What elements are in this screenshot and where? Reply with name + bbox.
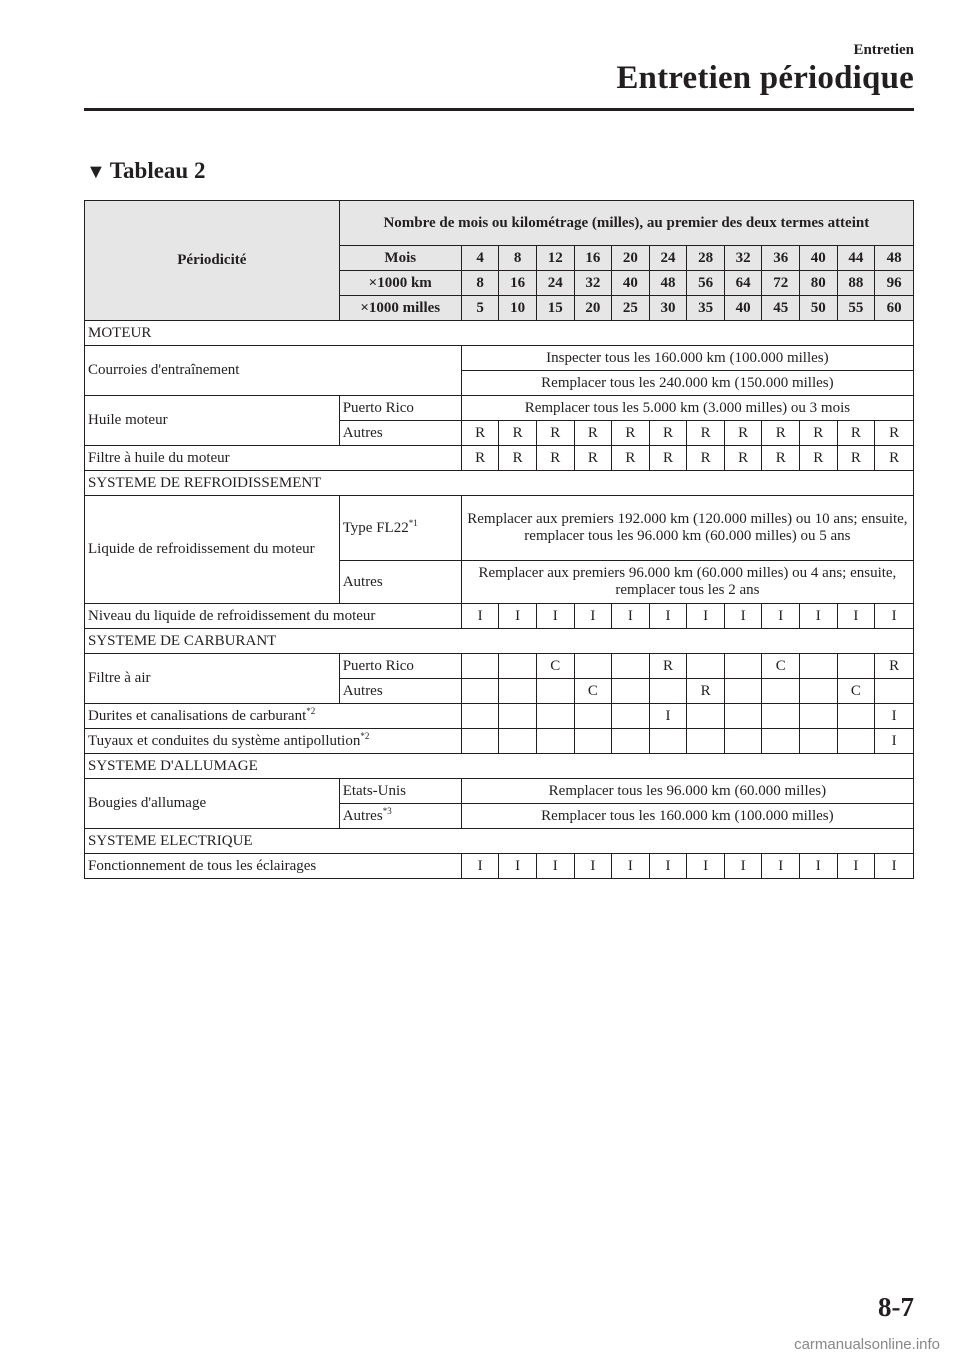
liquide-type-footnote: *1	[408, 517, 418, 528]
km-cell: 56	[687, 271, 725, 296]
mois-cell: 44	[837, 246, 875, 271]
chapter-label: Entretien	[853, 42, 914, 58]
km-cell: 16	[499, 271, 537, 296]
eclairages-cell: I	[800, 854, 838, 879]
tuyaux-cell	[536, 729, 574, 754]
huile-autres-cell: R	[724, 421, 762, 446]
durites-cell	[536, 704, 574, 729]
maintenance-table	[84, 200, 914, 879]
tuyaux-label	[85, 729, 462, 754]
miles-cell: 20	[574, 296, 612, 321]
bougies-autres-footnote: *3	[382, 805, 392, 816]
triangle-down-icon: ▼	[86, 161, 106, 183]
miles-cell: 55	[837, 296, 875, 321]
filtre-air-autres-label: Autres	[339, 679, 461, 704]
km-cell: 88	[837, 271, 875, 296]
filtre-air-autres-cell	[612, 679, 650, 704]
tuyaux-cell	[800, 729, 838, 754]
section-row-allumage: SYSTEME D'ALLUMAGE	[85, 754, 914, 779]
filtre-air-pr-cell	[724, 654, 762, 679]
mois-cell: 20	[612, 246, 650, 271]
durites-cell	[837, 704, 875, 729]
miles-cell: 30	[649, 296, 687, 321]
niveau-cell: I	[612, 604, 650, 629]
km-cell: 80	[800, 271, 838, 296]
huile-autres-cell: R	[837, 421, 875, 446]
tuyaux-cell	[649, 729, 687, 754]
durites-cell: I	[875, 704, 914, 729]
durites-cell	[461, 704, 499, 729]
niveau-cell: I	[499, 604, 537, 629]
filtre-air-pr-cell	[461, 654, 499, 679]
niveau-cell: I	[837, 604, 875, 629]
page-number: 8-7	[878, 1292, 914, 1322]
tuyaux-cell	[762, 729, 800, 754]
filtre-air-pr-cell: R	[875, 654, 914, 679]
filtre-huile-cell: R	[800, 446, 838, 471]
durites-cell	[762, 704, 800, 729]
niveau-cell: I	[875, 604, 914, 629]
eclairages-label: Fonctionnement de tous les éclairages	[85, 854, 462, 879]
mois-cell: 24	[649, 246, 687, 271]
filtre-air-pr-label: Puerto Rico	[339, 654, 461, 679]
durites-text: Durites et canalisations de carburant	[88, 707, 307, 724]
section-title-text: Tableau 2	[109, 158, 206, 183]
courroies-replace: Remplacer tous les 240.000 km (150.000 milles)	[461, 371, 913, 396]
liquide-label: Liquide de refroidissement du moteur	[85, 496, 340, 604]
niveau-cell: I	[762, 604, 800, 629]
huile-autres-cell: R	[800, 421, 838, 446]
filtre-air-pr-cell	[499, 654, 537, 679]
filtre-air-pr-cell: R	[649, 654, 687, 679]
mois-cell: 48	[875, 246, 914, 271]
filtre-air-autres-cell	[461, 679, 499, 704]
huile-autres-cell: R	[574, 421, 612, 446]
eclairages-cell: I	[574, 854, 612, 879]
mois-label: Mois	[339, 246, 461, 271]
liquide-autres-text: Remplacer aux premiers 96.000 km (60.000 milles) ou 4 ans; ensuite, remplacer tous les 2 ans	[461, 561, 913, 604]
filtre-air-pr-cell	[574, 654, 612, 679]
filtre-air-autres-cell: R	[687, 679, 725, 704]
tuyaux-cell	[687, 729, 725, 754]
niveau-cell: I	[536, 604, 574, 629]
filtre-air-autres-cell	[724, 679, 762, 704]
filtre-air-autres-cell	[536, 679, 574, 704]
eclairages-cell: I	[649, 854, 687, 879]
huile-autres-cell: R	[762, 421, 800, 446]
filtre-huile-label: Filtre à huile du moteur	[85, 446, 462, 471]
tuyaux-cell	[724, 729, 762, 754]
filtre-air-pr-cell: C	[762, 654, 800, 679]
huile-autres-cell: R	[687, 421, 725, 446]
km-cell: 8	[461, 271, 499, 296]
liquide-type-text-cell: Remplacer aux premiers 192.000 km (120.000 milles) ou 10 ans; ensuite, remplacer tous les 96.000 km (60.000 milles) ou 5 ans	[461, 496, 913, 561]
liquide-autres-label: Autres	[339, 561, 461, 604]
durites-cell	[499, 704, 537, 729]
eclairages-cell: I	[499, 854, 537, 879]
filtre-huile-cell: R	[536, 446, 574, 471]
km-cell: 96	[875, 271, 914, 296]
courroies-inspect: Inspecter tous les 160.000 km (100.000 milles)	[461, 346, 913, 371]
filtre-air-label: Filtre à air	[85, 654, 340, 704]
durites-label	[85, 704, 462, 729]
footer-watermark: carmanualsonline.info	[794, 1336, 940, 1353]
km-cell: 32	[574, 271, 612, 296]
tuyaux-cell	[612, 729, 650, 754]
bougies-label: Bougies d'allumage	[85, 779, 340, 829]
mois-cell: 12	[536, 246, 574, 271]
interval-heading: Nombre de mois ou kilométrage (milles), au premier des deux termes atteint	[339, 201, 913, 246]
filtre-huile-cell: R	[499, 446, 537, 471]
mois-cell: 4	[461, 246, 499, 271]
filtre-air-autres-cell	[800, 679, 838, 704]
niveau-cell: I	[649, 604, 687, 629]
km-cell: 24	[536, 271, 574, 296]
eclairages-cell: I	[461, 854, 499, 879]
filtre-air-autres-cell	[499, 679, 537, 704]
tuyaux-cell	[574, 729, 612, 754]
miles-label: ×1000 milles	[339, 296, 461, 321]
tuyaux-cell	[837, 729, 875, 754]
durites-footnote: *2	[306, 705, 316, 716]
durites-cell	[687, 704, 725, 729]
eclairages-cell: I	[536, 854, 574, 879]
filtre-huile-cell: R	[875, 446, 914, 471]
filtre-huile-cell: R	[762, 446, 800, 471]
durites-cell	[574, 704, 612, 729]
filtre-air-pr-cell	[800, 654, 838, 679]
liquide-type-text: Type FL22	[342, 519, 409, 536]
huile-autres-label: Autres	[339, 421, 461, 446]
filtre-huile-cell: R	[837, 446, 875, 471]
huile-pr-label: Puerto Rico	[339, 396, 461, 421]
liquide-type-label	[339, 496, 461, 561]
miles-cell: 45	[762, 296, 800, 321]
miles-cell: 35	[687, 296, 725, 321]
filtre-huile-cell: R	[687, 446, 725, 471]
tuyaux-text: Tuyaux et conduites du système antipollution	[88, 732, 361, 749]
tuyaux-cell	[499, 729, 537, 754]
huile-autres-cell: R	[461, 421, 499, 446]
miles-cell: 5	[461, 296, 499, 321]
huile-label: Huile moteur	[85, 396, 340, 446]
filtre-huile-cell: R	[724, 446, 762, 471]
eclairages-cell: I	[724, 854, 762, 879]
niveau-cell: I	[461, 604, 499, 629]
section-row-moteur: MOTEUR	[85, 321, 914, 346]
section-row-refroidissement: SYSTEME DE REFROIDISSEMENT	[85, 471, 914, 496]
miles-cell: 40	[724, 296, 762, 321]
km-cell: 40	[612, 271, 650, 296]
header-rule	[84, 108, 914, 111]
durites-cell	[800, 704, 838, 729]
miles-cell: 10	[499, 296, 537, 321]
tuyaux-cell: I	[875, 729, 914, 754]
page-title: Entretien périodique	[616, 60, 914, 96]
mois-cell: 28	[687, 246, 725, 271]
bougies-us-text: Remplacer tous les 96.000 km (60.000 milles)	[461, 779, 913, 804]
miles-cell: 25	[612, 296, 650, 321]
durites-cell: I	[649, 704, 687, 729]
huile-autres-cell: R	[649, 421, 687, 446]
huile-pr-text: Remplacer tous les 5.000 km (3.000 milles) ou 3 mois	[461, 396, 913, 421]
periodicite-header: Périodicité	[85, 201, 340, 321]
niveau-cell: I	[687, 604, 725, 629]
mois-cell: 32	[724, 246, 762, 271]
miles-cell: 50	[800, 296, 838, 321]
eclairages-cell: I	[837, 854, 875, 879]
tuyaux-footnote: *2	[360, 730, 370, 741]
bougies-autres-label	[339, 804, 461, 829]
filtre-air-pr-cell	[837, 654, 875, 679]
filtre-air-autres-cell: C	[837, 679, 875, 704]
filtre-air-autres-cell	[762, 679, 800, 704]
eclairages-cell: I	[687, 854, 725, 879]
km-cell: 72	[762, 271, 800, 296]
niveau-label: Niveau du liquide de refroidissement du moteur	[85, 604, 462, 629]
filtre-air-autres-cell	[649, 679, 687, 704]
km-cell: 64	[724, 271, 762, 296]
bougies-autres-interval: Remplacer tous les 160.000 km (100.000 milles)	[461, 804, 913, 829]
section-row-electrique: SYSTEME ELECTRIQUE	[85, 829, 914, 854]
mois-cell: 8	[499, 246, 537, 271]
filtre-huile-cell: R	[649, 446, 687, 471]
durites-cell	[612, 704, 650, 729]
filtre-air-autres-cell: C	[574, 679, 612, 704]
filtre-air-autres-cell	[875, 679, 914, 704]
mois-cell: 36	[762, 246, 800, 271]
section-row-carburant: SYSTEME DE CARBURANT	[85, 629, 914, 654]
filtre-huile-cell: R	[612, 446, 650, 471]
mois-cell: 16	[574, 246, 612, 271]
huile-autres-cell: R	[875, 421, 914, 446]
filtre-huile-cell: R	[574, 446, 612, 471]
courroies-label: Courroies d'entraînement	[85, 346, 462, 396]
mois-cell: 40	[800, 246, 838, 271]
huile-autres-cell: R	[499, 421, 537, 446]
miles-cell: 15	[536, 296, 574, 321]
eclairages-cell: I	[762, 854, 800, 879]
tuyaux-cell	[461, 729, 499, 754]
filtre-air-pr-cell: C	[536, 654, 574, 679]
huile-autres-cell: R	[536, 421, 574, 446]
km-cell: 48	[649, 271, 687, 296]
eclairages-cell: I	[612, 854, 650, 879]
huile-autres-cell: R	[612, 421, 650, 446]
niveau-cell: I	[800, 604, 838, 629]
niveau-cell: I	[574, 604, 612, 629]
eclairages-cell: I	[875, 854, 914, 879]
km-label: ×1000 km	[339, 271, 461, 296]
section-title	[86, 158, 205, 184]
filtre-air-pr-cell	[612, 654, 650, 679]
durites-cell	[724, 704, 762, 729]
bougies-us-label: Etats-Unis	[339, 779, 461, 804]
filtre-huile-cell: R	[461, 446, 499, 471]
niveau-cell: I	[724, 604, 762, 629]
bougies-autres-text: Autres	[342, 807, 383, 824]
filtre-air-pr-cell	[687, 654, 725, 679]
miles-cell: 60	[875, 296, 914, 321]
